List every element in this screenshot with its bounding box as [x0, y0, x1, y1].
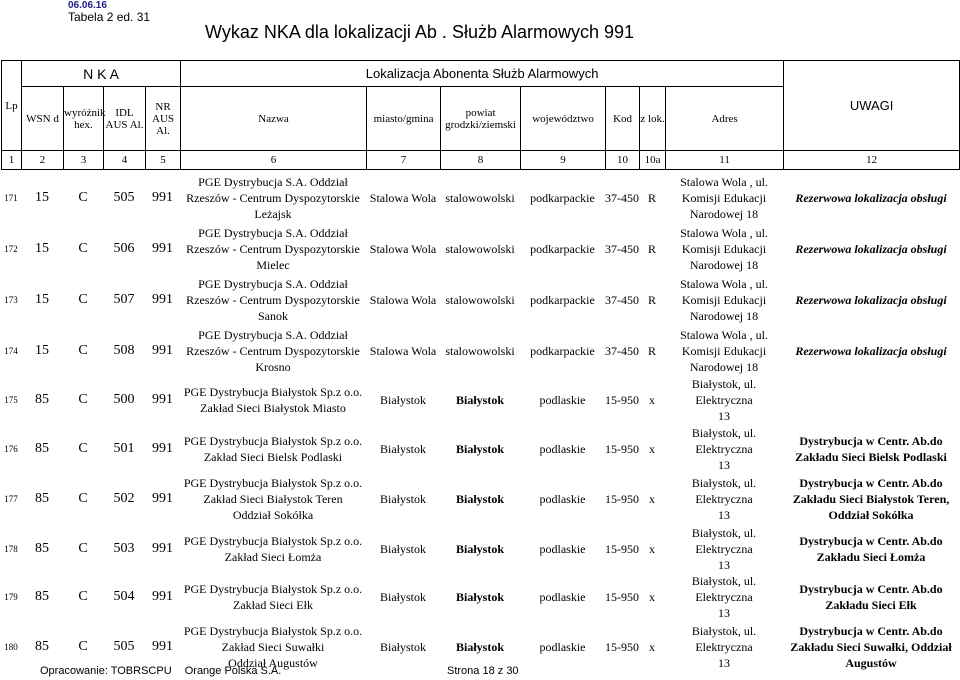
column-number: 5 [146, 151, 181, 170]
row-nazwa-line: Rzeszów - Centrum Dyspozytorskie [186, 241, 360, 256]
row-wyroznik: C [78, 189, 88, 205]
row-nazwa-line: PGE Dystrybucja Białystok Sp.z o.o. [183, 534, 363, 548]
row-adres [665, 473, 783, 525]
row-wojewodztwo: podlaskie [539, 393, 586, 407]
row-nazwa-line: PGE Dystrybucja Białystok Sp.z o.o. [183, 623, 363, 638]
row-uwagi-line: Zakładu Sieci Ełk [825, 598, 917, 612]
row-uwagi-line: Dystrybucja w Centr. Ab.do [799, 433, 943, 448]
row-adres-line: Białystok, ul. Elektryczna [691, 425, 757, 456]
table-row [1, 325, 959, 376]
column-number: 3 [64, 151, 104, 170]
row-wyroznik: C [78, 240, 88, 256]
row-miasto: Stalowa Wola [369, 292, 437, 307]
row-nazwa-line: Mielec [256, 257, 290, 272]
table-row [1, 223, 959, 274]
row-nr: 991 [152, 541, 173, 556]
row-miasto: Białystok [379, 590, 426, 604]
header-powiat: powiat grodzki/ziemski [441, 87, 521, 151]
row-adres [665, 376, 783, 424]
row-wojewodztwo: podlaskie [539, 492, 586, 506]
row-nr: 991 [152, 491, 173, 506]
header-table [1, 60, 960, 170]
table-row [1, 376, 959, 424]
row-wyroznik: C [78, 589, 88, 604]
table-row [1, 525, 959, 573]
row-adres-line: Narodowej 18 [689, 359, 759, 374]
row-adres-line: 13 [718, 508, 730, 522]
row-lp: 180 [4, 641, 18, 652]
row-lp: 177 [4, 494, 18, 504]
row-lp: 179 [4, 592, 18, 602]
page-number: Strona 18 z 30 [447, 665, 519, 677]
row-adres-line: 13 [718, 606, 730, 620]
header-nr: NR AUS Al. [146, 87, 181, 151]
table-row [1, 424, 959, 473]
row-zlok: x [649, 492, 655, 506]
row-miasto: Białystok [379, 542, 426, 556]
row-idl: 500 [113, 392, 135, 407]
row-adres [665, 325, 783, 376]
row-uwagi-line: Rezerwowa lokalizacja obsługi [795, 292, 947, 307]
row-uwagi-line: Augustów [845, 655, 897, 670]
row-lp: 178 [4, 544, 18, 554]
row-nazwa-line: PGE Dystrybucja Białystok Sp.z o.o. [183, 385, 363, 399]
table-row [1, 473, 959, 525]
row-wyroznik: C [78, 541, 88, 556]
row-wsn: 85 [35, 589, 49, 604]
row-nazwa-line: Zakład Sieci Suwałki [221, 639, 325, 654]
row-uwagi [783, 376, 959, 424]
row-lp: 173 [4, 294, 18, 305]
row-idl: 505 [113, 189, 135, 205]
row-kod: 15-950 [605, 542, 639, 556]
header-adres: Adres [666, 87, 784, 151]
row-wojewodztwo: podlaskie [539, 542, 586, 556]
row-adres-line: Narodowej 18 [689, 308, 759, 323]
row-kod: 37-450 [605, 241, 639, 256]
row-nazwa-line: Zakład Sieci Bielsk Podlaski [203, 449, 343, 464]
row-adres-line: Komisji Edukacji [681, 241, 767, 256]
column-number: 8 [441, 151, 521, 170]
header-lp: Lp [2, 61, 22, 151]
row-nr: 991 [152, 589, 173, 604]
row-uwagi-line: Zakładu Sieci Suwałki, Oddział [790, 639, 952, 654]
row-zlok: R [647, 241, 656, 256]
row-wsn: 15 [35, 291, 49, 307]
row-adres [665, 424, 783, 473]
row-idl: 507 [113, 291, 135, 307]
row-kod: 15-950 [605, 441, 639, 456]
row-idl: 501 [113, 440, 135, 456]
row-adres-line: Stalowa Wola , ul. [680, 327, 768, 342]
row-lp: 176 [4, 443, 18, 454]
page-title: Wykaz NKA dla lokalizacji Ab . Służb Alarmowych 991 [205, 22, 635, 42]
row-idl: 508 [113, 342, 135, 358]
row-nazwa-line: PGE Dystrybucja S.A. Oddział [198, 225, 348, 240]
row-zlok: x [649, 542, 655, 556]
row-miasto: Stalowa Wola [369, 343, 437, 358]
row-wojewodztwo: podkarpackie [530, 241, 595, 256]
row-uwagi-line: Dystrybucja w Centr. Ab.do [799, 582, 943, 596]
row-zlok: x [649, 590, 655, 604]
row-adres-line: Komisji Edukacji [681, 190, 767, 205]
row-adres-line: Narodowej 18 [689, 257, 759, 272]
row-lp: 175 [4, 395, 18, 405]
data-table [1, 172, 959, 672]
table-edition: Tabela 2 ed. 31 [68, 10, 151, 24]
row-uwagi-line: Dystrybucja w Centr. Ab.do [799, 476, 943, 490]
row-nr: 991 [152, 638, 173, 654]
row-idl: 504 [113, 589, 135, 604]
row-kod: 37-450 [605, 292, 639, 307]
row-uwagi-line: Oddział Sokółka [828, 508, 914, 522]
row-zlok: R [647, 190, 656, 205]
row-wyroznik: C [78, 638, 88, 654]
row-nazwa-line: Krosno [255, 359, 291, 374]
column-number: 4 [104, 151, 146, 170]
row-miasto: Białystok [379, 441, 426, 456]
header-zlok: z lok. [640, 87, 666, 151]
row-zlok: x [649, 393, 655, 407]
row-powiat: Białystok [455, 492, 504, 506]
header-nazwa: Nazwa [181, 87, 367, 151]
row-nr: 991 [152, 440, 173, 456]
column-number: 11 [666, 151, 784, 170]
row-wsn: 85 [35, 491, 49, 506]
row-wsn: 15 [35, 240, 49, 256]
header-wsn: WSN d [22, 87, 64, 151]
row-adres-line: Białystok, ul. Elektryczna [691, 476, 757, 506]
row-nazwa-line: PGE Dystrybucja S.A. Oddział [198, 327, 348, 342]
row-adres-line: 13 [718, 457, 730, 472]
row-zlok: x [649, 639, 655, 654]
row-uwagi [783, 525, 959, 573]
column-number: 1 [2, 151, 22, 170]
row-uwagi [783, 274, 959, 325]
row-powiat: stalowowolski [445, 190, 515, 205]
row-uwagi [783, 424, 959, 473]
row-adres-line: 13 [718, 655, 730, 670]
row-wojewodztwo: podlaskie [539, 441, 586, 456]
column-numbers-row [2, 151, 960, 170]
header-uwagi: UWAGI [784, 61, 960, 151]
row-nr: 991 [152, 342, 173, 358]
row-nazwa [180, 325, 366, 376]
row-lp: 172 [4, 243, 18, 254]
row-nazwa [180, 473, 366, 525]
row-zlok: x [649, 441, 655, 456]
row-uwagi [783, 325, 959, 376]
row-wyroznik: C [78, 342, 88, 358]
row-kod: 37-450 [605, 343, 639, 358]
row-miasto: Stalowa Wola [369, 241, 437, 256]
row-nazwa [180, 172, 366, 223]
row-wojewodztwo: podkarpackie [530, 343, 595, 358]
row-wojewodztwo: podlaskie [539, 590, 586, 604]
footer [40, 665, 291, 677]
row-nazwa [180, 274, 366, 325]
row-uwagi-line: Zakładu Sieci Łomża [816, 550, 926, 564]
row-wojewodztwo: podkarpackie [530, 190, 595, 205]
row-zlok: R [647, 292, 656, 307]
row-uwagi-line: Rezerwowa lokalizacja obsługi [795, 190, 947, 205]
row-powiat: Białystok [455, 393, 504, 407]
row-nazwa [180, 525, 366, 573]
row-adres-line: Białystok, ul. Elektryczna [691, 574, 757, 604]
row-nazwa-line: Zakład Sieci Ełk [233, 598, 313, 612]
header-wyroznik: wyróżnik hex. [64, 87, 104, 151]
row-adres-line: Narodowej 18 [689, 206, 759, 221]
row-kod: 15-950 [605, 590, 639, 604]
row-nazwa [180, 424, 366, 473]
row-nr: 991 [152, 189, 173, 205]
row-wsn: 85 [35, 638, 49, 654]
row-idl: 502 [113, 491, 135, 506]
row-wyroznik: C [78, 491, 88, 506]
row-idl: 505 [113, 638, 135, 654]
row-kod: 37-450 [605, 190, 639, 205]
row-nr: 991 [152, 240, 173, 256]
row-powiat: stalowowolski [445, 343, 515, 358]
row-adres-line: Białystok, ul. Elektryczna [691, 526, 757, 556]
row-nazwa-line: Leżajsk [254, 206, 292, 221]
header-idl: IDL AUS Al. [104, 87, 146, 151]
row-adres [665, 223, 783, 274]
column-number: 10 [606, 151, 640, 170]
row-uwagi [783, 223, 959, 274]
row-adres [665, 172, 783, 223]
row-uwagi-line: Dystrybucja w Centr. Ab.do [799, 534, 943, 548]
row-nazwa-line: PGE Dystrybucja Białystok Sp.z o.o. [183, 433, 363, 448]
row-adres-line: Białystok, ul. Elektryczna [691, 623, 757, 654]
row-powiat: Białystok [455, 590, 504, 604]
row-nazwa-line: PGE Dystrybucja S.A. Oddział [198, 174, 348, 189]
row-nazwa-line: PGE Dystrybucja S.A. Oddział [198, 276, 348, 291]
row-uwagi-line: Rezerwowa lokalizacja obsługi [795, 343, 947, 358]
row-adres [665, 621, 783, 672]
row-idl: 506 [113, 240, 135, 256]
footer-company: Orange Polska S.A. [184, 665, 282, 677]
row-powiat: Białystok [455, 542, 504, 556]
header-kod: Kod [606, 87, 640, 151]
row-uwagi-line: Dystrybucja w Centr. Ab.do [799, 623, 943, 638]
row-adres-line: Stalowa Wola , ul. [680, 225, 768, 240]
document-date: 06.06.16 [68, 0, 107, 11]
row-nazwa-line: Rzeszów - Centrum Dyspozytorskie [186, 292, 360, 307]
header-nka: N K A [22, 61, 181, 87]
row-wyroznik: C [78, 440, 88, 456]
row-powiat: stalowowolski [445, 292, 515, 307]
row-idl: 503 [113, 541, 135, 556]
row-adres-line: Białystok, ul. Elektryczna [691, 377, 757, 407]
row-zlok: R [647, 343, 656, 358]
row-nazwa-line: PGE Dystrybucja Białystok Sp.z o.o. [183, 476, 363, 490]
row-adres-line: Komisji Edukacji [681, 343, 767, 358]
column-number: 10a [640, 151, 666, 170]
row-wojewodztwo: podlaskie [539, 639, 586, 654]
row-wojewodztwo: podkarpackie [530, 292, 595, 307]
row-wyroznik: C [78, 392, 88, 407]
column-number: 9 [521, 151, 606, 170]
row-wsn: 15 [35, 342, 49, 358]
row-kod: 15-950 [605, 393, 639, 407]
row-adres-line: Komisji Edukacji [681, 292, 767, 307]
table-row [1, 172, 959, 223]
row-adres [665, 525, 783, 573]
row-adres-line: Stalowa Wola , ul. [680, 174, 768, 189]
row-nazwa-line: Zakład Sieci Łomża [224, 550, 322, 564]
row-lp: 174 [4, 345, 18, 356]
row-miasto: Białystok [379, 492, 426, 506]
column-number: 7 [367, 151, 441, 170]
row-nazwa [180, 376, 366, 424]
row-nazwa-line: Sanok [258, 308, 288, 323]
row-uwagi [783, 172, 959, 223]
row-miasto: Stalowa Wola [369, 190, 437, 205]
header-miasto: miasto/gmina [367, 87, 441, 151]
row-uwagi [783, 473, 959, 525]
row-wsn: 85 [35, 392, 49, 407]
column-number: 2 [22, 151, 64, 170]
row-nazwa-line: Oddział Augustów [228, 655, 318, 670]
row-nazwa-line: Zakład Sieci Białystok Teren [203, 492, 343, 506]
row-uwagi [783, 573, 959, 621]
header-lokalizacja: Lokalizacja Abonenta Służb Alarmowych [181, 61, 784, 87]
row-adres [665, 274, 783, 325]
column-number: 6 [181, 151, 367, 170]
row-lp: 171 [4, 192, 18, 203]
row-wyroznik: C [78, 291, 88, 307]
row-nazwa [180, 223, 366, 274]
header-wojewodztwo: województwo [521, 87, 606, 151]
row-nr: 991 [152, 392, 173, 407]
row-adres-line: 13 [718, 409, 730, 423]
row-nazwa-line: PGE Dystrybucja Białystok Sp.z o.o. [183, 582, 363, 596]
row-nazwa-line: Rzeszów - Centrum Dyspozytorskie [186, 343, 360, 358]
row-nazwa [180, 573, 366, 621]
row-adres-line: 13 [718, 558, 730, 572]
table-row [1, 573, 959, 621]
row-nazwa-line: Rzeszów - Centrum Dyspozytorskie [186, 190, 360, 205]
row-kod: 15-950 [605, 492, 639, 506]
row-miasto: Białystok [379, 393, 426, 407]
row-wsn: 15 [35, 189, 49, 205]
row-powiat: stalowowolski [445, 241, 515, 256]
row-powiat: Białystok [455, 441, 504, 456]
row-miasto: Białystok [379, 639, 426, 654]
column-number: 12 [784, 151, 960, 170]
row-adres [665, 573, 783, 621]
row-wsn: 85 [35, 440, 49, 456]
row-uwagi-line: Zakładu Sieci Białystok Teren, [792, 492, 950, 506]
row-uwagi [783, 621, 959, 672]
row-kod: 15-950 [605, 639, 639, 654]
row-nr: 991 [152, 291, 173, 307]
row-powiat: Białystok [455, 639, 504, 654]
row-nazwa-line: Zakład Sieci Białystok Miasto [200, 401, 346, 415]
row-adres-line: Stalowa Wola , ul. [680, 276, 768, 291]
row-uwagi-line: Rezerwowa lokalizacja obsługi [795, 241, 947, 256]
table-row [1, 274, 959, 325]
row-nazwa-line: Oddział Sokółka [232, 508, 314, 522]
row-uwagi-line: Zakładu Sieci Bielsk Podlaski [795, 449, 947, 464]
row-wsn: 85 [35, 541, 49, 556]
footer-opracowanie: Opracowanie: TOBRSCPU [40, 665, 172, 677]
